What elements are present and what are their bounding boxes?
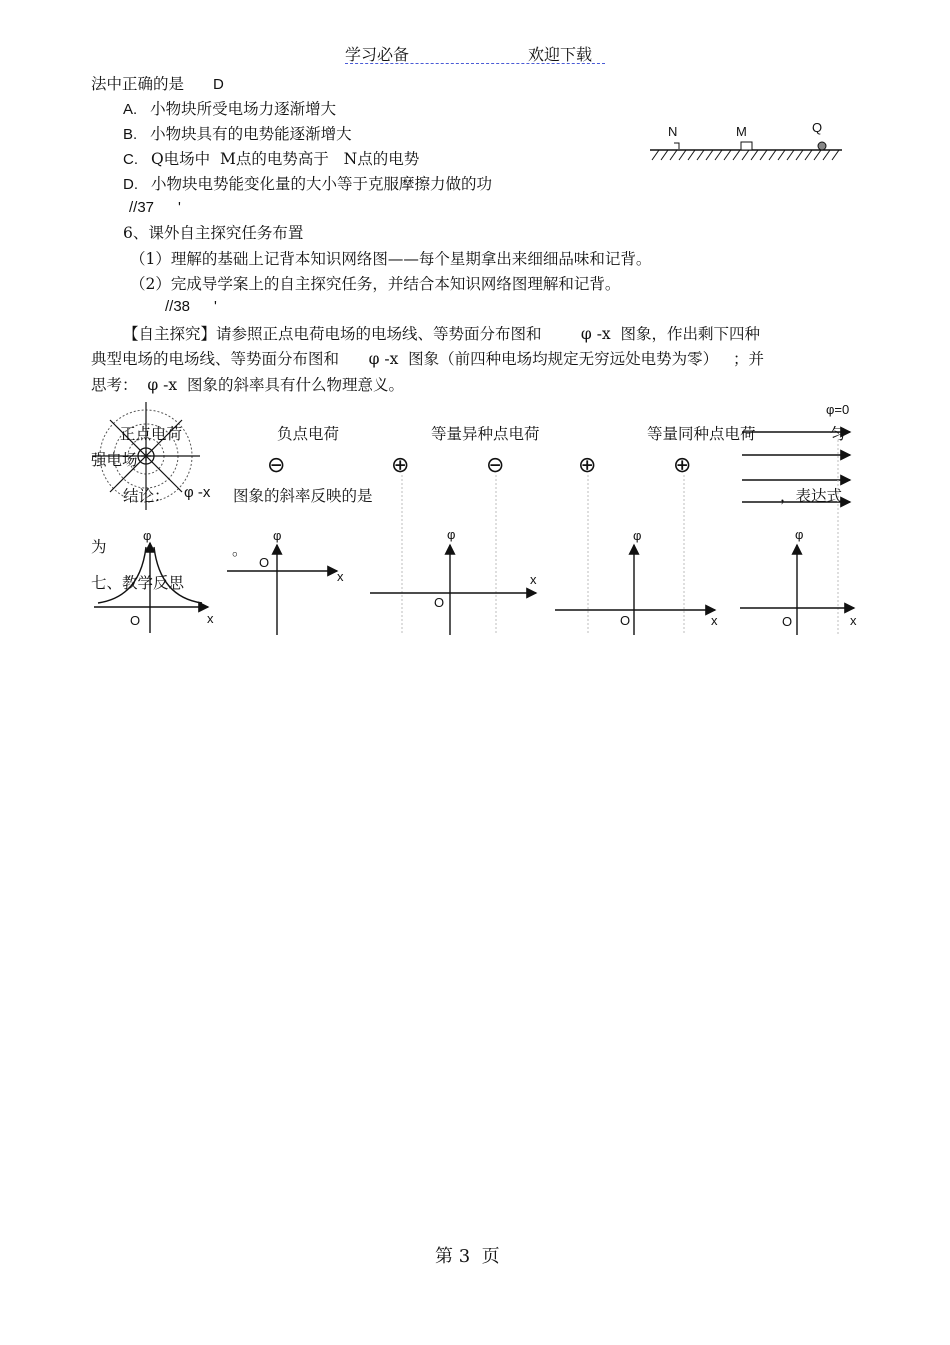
svg-text:φ: φ [447, 527, 456, 542]
svg-text:φ: φ [273, 528, 282, 543]
header-left: 学习必备 [345, 45, 410, 64]
label-q: Q [812, 120, 823, 135]
svg-text:O: O [620, 613, 631, 628]
heading-uniform-a: 匀 [830, 425, 846, 443]
section6-title: 6、课外自主探究任务布置 [123, 224, 304, 242]
svg-text:x: x [711, 613, 718, 628]
explore-line-3: 思考： φ -x 图象的斜率具有什么物理意义。 [91, 376, 404, 394]
conclusion-text: 图象的斜率反映的是 [233, 487, 373, 505]
conclusion-prefix: 结论： [123, 487, 170, 505]
heading-uniform-b: 强电场 [91, 451, 138, 469]
answer-letter: D [212, 76, 224, 93]
section6-item1: （1）理解的基础上记背本知识网络图——每个星期拿出来细细品味和记背。 [130, 250, 652, 268]
heading-negative: 负点电荷 [277, 425, 340, 443]
svg-text:x: x [207, 611, 214, 626]
graph-uniform [738, 525, 863, 637]
header-right: 欢迎下载 [528, 45, 593, 64]
graph-positive [90, 525, 220, 635]
section6-item2: （2）完成导学案上的自主探究任务，并结合本知识网络图理解和记背。 [130, 275, 621, 293]
svg-text:x: x [337, 569, 344, 584]
heading-same: 等量同种点电荷 [647, 425, 756, 443]
conclusion-tail: ，表达式 [780, 487, 843, 505]
label-m: M [736, 124, 747, 139]
label-n: N [668, 124, 678, 139]
svg-text:φ: φ [795, 527, 804, 542]
page-number: 第 3 页 [435, 1246, 500, 1267]
heading-opposite: 等量异种点电荷 [431, 425, 540, 443]
svg-text:O: O [259, 555, 270, 570]
svg-text:φ: φ [633, 528, 642, 543]
explore-line-2: 典型电场的电场线、等势面分布图和 φ -x 图象（前四种电场均规定无穷远处电势为零） ；并 [91, 350, 764, 368]
marker-38: //38 ' [165, 298, 217, 315]
conclusion-wei: 为 [91, 538, 107, 556]
graph-negative [225, 525, 350, 637]
opposite-plus-charge-icon: ⊕ [391, 452, 410, 477]
option-a: A. 小物块所受电场力逐渐增大 [123, 100, 337, 118]
conclusion-phi-x: φ -x [184, 484, 211, 501]
option-b: B. 小物块具有的电势能逐渐增大 [123, 125, 352, 143]
svg-text:φ: φ [143, 528, 152, 543]
svg-text:O: O [434, 595, 445, 610]
graph-same [553, 525, 723, 637]
svg-text:O: O [130, 613, 141, 628]
opposite-minus-charge-icon: ⊖ [486, 452, 505, 477]
marker-37: //37 ' [129, 199, 181, 216]
svg-text:x: x [850, 613, 857, 628]
same-plus-charge-1-icon: ⊕ [578, 452, 597, 477]
same-plus-charge-2-icon: ⊕ [673, 452, 692, 477]
reflection-heading: 七、教学反思 [91, 574, 185, 592]
heading-positive: 正点电荷 [120, 425, 183, 443]
phi-zero-label: φ=0 [826, 402, 850, 417]
question-stem-text: 法中正确的是 [91, 75, 185, 93]
option-d: D. 小物块电势能变化量的大小等于克服摩擦力做的功 [123, 175, 492, 193]
explore-line-1: 【自主探究】请参照正点电荷电场的电场线、等势面分布图和 φ -x 图象，作出剩下四种 [123, 325, 761, 343]
svg-text:O: O [782, 614, 793, 629]
svg-text:x: x [530, 572, 537, 587]
negative-charge-icon: ⊖ [267, 452, 286, 477]
option-c: C. Q电场中 M点的电势高于 N点的电势 [123, 150, 420, 168]
graph-opposite [368, 525, 543, 637]
conclusion-small-circle: 。 [232, 541, 248, 559]
